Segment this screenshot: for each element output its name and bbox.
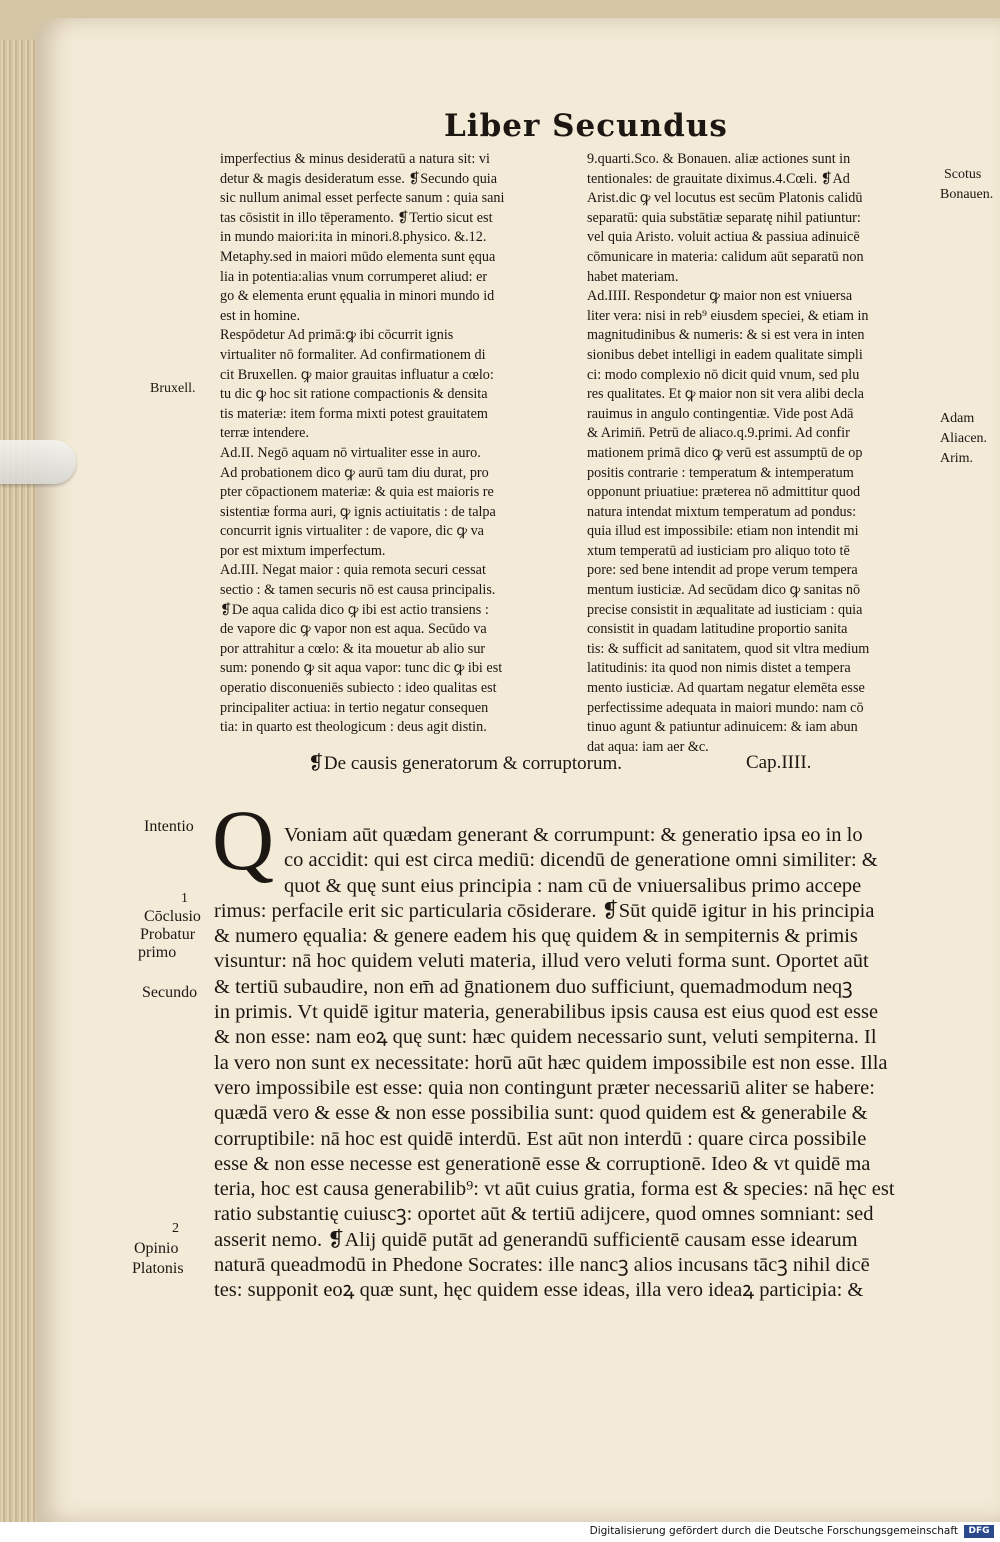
text-line: & numero ęqualia: & genere eadem his quę quidem & in sempiternis & primis — [214, 925, 858, 948]
text-line: consistit in quadam latitudine proportio sanita — [587, 621, 848, 638]
text-line: por est mixtum imperfectum. — [220, 542, 386, 559]
text-line: xtum temperatū ad iusticiam pro aliquo toto tē — [587, 542, 850, 559]
text-line: latitudinis: ita quod non nimis distet a tempera — [587, 660, 851, 677]
text-line: pter cōpactionem materiæ: & quia est maioris re — [220, 484, 494, 501]
text-line: sum: ponendo ꝙ sit aqua vapor: tunc dic ꝙ ibi est — [220, 660, 503, 677]
text-line: mento iusticiæ. Ad quartam negatur elemēta esse — [587, 680, 865, 697]
text-line: ❡De aqua calida dico ꝙ ibi est actio transiens : — [220, 601, 489, 618]
margin-note-arim: Arim. — [940, 451, 974, 466]
text-line: & Arimin̄. Petrū de aliaco.q.9.primi. Ad confir — [587, 425, 850, 442]
margin-note-scotus: Scotus — [944, 167, 982, 182]
text-line: teria, hoc est causa generabilib⁹: vt aūt cuius gratia, forma est & species: nā hęc est — [214, 1178, 895, 1201]
text-line: tis materiæ: item forma mixti potest grauitatem — [220, 405, 488, 422]
margin-note-aliacen: Aliacen. — [940, 431, 988, 446]
text-line: perfectissime adequata in maiori mundo: nam cō — [587, 699, 864, 716]
decorated-initial: Q — [212, 792, 275, 888]
text-line: tu dic ꝙ hoc sit ratione compactionis & densita — [220, 386, 488, 403]
text-line: dat aqua: iam aer &c. — [587, 738, 709, 755]
text-line: vel quia Aristo. voluit actiua & passiua adinuicē — [587, 229, 860, 246]
text-line: visuntur: nā hoc quidem veluti materia, illud vero veluti forma sunt. Oportet aūt — [214, 950, 869, 973]
text-line: por attrahitur a cœlo: & ita mouetur ab alio sur — [220, 640, 486, 657]
text-line: Metaphy.sed in maiori mūdo elementa sunt ęqua — [220, 248, 496, 265]
text-line: tentionales: de grauitate diximus.4.Cœli. ❡Ad — [587, 170, 850, 187]
text-line: Ad probationem dico ꝙ aurū tam diu durat, pro — [220, 464, 489, 481]
margin-note-number-2: 2 — [172, 1221, 179, 1236]
text-line: tas cōsistit in illo tēperamento. ❡Tertio sicut est — [220, 209, 493, 226]
margin-note-number-1: 1 — [181, 891, 188, 906]
text-line: positis contrarie : temperatum & intemperatum — [587, 464, 854, 481]
text-line: la vero non sunt ex necessitate: horū aūt hæc quidem impossibile est non esse. Illa — [214, 1051, 888, 1074]
text-line: rimus: perfacile erit sic particularia cōsiderare. ❡Sūt quidē igitur in his principia — [214, 899, 875, 922]
text-line: Respōdetur Ad primā:ꝙ ibi cōcurrit ignis — [220, 327, 454, 344]
text-line: go & elementa erunt ęqualia in minori mundo id — [220, 288, 495, 305]
text-line: quædā vero & esse & non esse possibilia sunt: quod quidem est & generabile & — [214, 1102, 868, 1125]
margin-note-adam: Adam — [940, 411, 975, 426]
text-line: imperfectius & minus desideratū a natura sit: vi — [220, 151, 490, 167]
text-line: natura intendat mixtum temperatum ad pondus: — [587, 503, 857, 520]
text-line: ci: modo complexio nō dicit quid vnum, sed plu — [587, 366, 860, 383]
text-line: liter vera: nisi in reb⁹ eiusdem speciei, & etiam in — [587, 307, 869, 324]
text-line: Ad.II. Negō aquam nō virtualiter esse in auro. — [220, 444, 481, 461]
text-line: pore: sed bene intendit ad prope verum tempera — [587, 562, 858, 579]
text-line: asserit nemo. ❡Alij quidē putāt ad generandū sufficientē causam esse idearum — [214, 1228, 858, 1251]
text-line: tis: & sufficit ad sanitatem, quod sit vltra medium — [587, 640, 870, 657]
margin-note-intentio: Intentio — [144, 818, 194, 835]
margin-note-bruxell: Bruxell. — [150, 381, 196, 396]
text-line: 9.quarti.Sco. & Bonauen. aliæ actiones sunt in — [587, 151, 851, 167]
text-line: lia in potentia:alias vnum corrumperet aliud: er — [220, 268, 488, 285]
text-line: corruptibile: nā hoc est quidē interdū. Est aūt non interdū : quare circa possibile — [214, 1127, 867, 1150]
text-line: mationem primā dico ꝙ verū est assumptū de op — [587, 444, 863, 461]
margin-note-conclusio: Cōclusio — [144, 908, 201, 925]
footer-bar — [0, 1522, 1000, 1542]
text-line: operatio disconueniēs subiecto : ideo qualitas est — [220, 680, 497, 697]
text-line: Ad.III. Negat maior : quia remota securi cessat — [220, 562, 486, 579]
text-line: & non esse: nam eoꝝ quę sunt: hæc quidem necessario sunt, veluti sempiterna. Il — [214, 1026, 877, 1049]
text-line: habet materiam. — [587, 268, 679, 285]
text-line: detur & magis desideratum esse. ❡Secundo quia — [220, 170, 498, 187]
running-title: Liber Secundus — [444, 108, 728, 144]
text-line: virtualiter nō formaliter. Ad confirmationem di — [220, 346, 486, 363]
text-line: de vapore dic ꝙ vapor non est aqua. Secūdo va — [220, 621, 487, 638]
text-line: naturā queadmodū in Phedone Socrates: ille nancꝫ alios incusans tācꝫ nihil dicē — [214, 1254, 870, 1277]
text-line: in mundo maiori:ita in minori.8.physico. &.12. — [220, 229, 487, 246]
margin-note-bonauen: Bonauen. — [940, 187, 994, 202]
margin-note-probatur: Probatur — [140, 926, 196, 943]
text-line: tes: supponit eoꝝ quæ sunt, hęc quidem esse ideas, illa vero ideaꝝ participia: & — [214, 1279, 864, 1302]
text-line: & tertiū subaudire, non em̄ ad ḡnationem duo sufficiunt, quemadmodum neqꝫ — [214, 975, 853, 998]
margin-note-platonis: Platonis — [132, 1260, 184, 1277]
text-line: tia: in quarto est theologicum : deus agit distin. — [220, 719, 487, 736]
chapter-heading: ❡De causis generatorum & corruptorum. — [308, 753, 623, 774]
text-line: mentum iusticiæ. Ad secūdam dico ꝙ sanitas nō — [587, 582, 861, 599]
text-line: vero impossibile est esse: quia non contingunt præter necessariū aliter se habere: — [214, 1076, 875, 1099]
bookmark-ribbon — [0, 440, 76, 484]
text-line: terræ intendere. — [220, 425, 310, 442]
text-line: est in homine. — [220, 307, 300, 324]
text-line: rauimus in angulo contingentiæ. Vide post Adā — [587, 405, 854, 422]
text-line: Voniam aūt quædam generant & corrumpunt: & generatio ipsa eo in lo — [284, 824, 863, 846]
text-line: quot & quę sunt eius principia : nam cū de vniuersalibus primo accepe — [284, 874, 862, 897]
text-line: Ad.IIII. Respondetur ꝙ maior non est vniuersa — [587, 288, 853, 305]
text-line: precise consistit in æqualitate ad iusticiam : quia — [587, 601, 863, 618]
text-line: Arist.dic ꝙ vel locutus est secūm Platonis calidū — [587, 190, 863, 207]
text-line: opponunt priuatiue: præterea nō admittitur quod — [587, 484, 861, 501]
margin-note-primo: primo — [138, 944, 177, 961]
right-column — [587, 150, 932, 757]
text-line: cōmunicare in materia: calidum aūt separatū non — [587, 248, 864, 265]
text-line: cit Bruxellen. ꝙ maior grauitas influatur a cœlo: — [220, 366, 494, 383]
text-line: separatū: quia substātiæ separatę nihil patiuntur: — [587, 209, 861, 226]
main-text-block — [214, 823, 929, 1304]
text-line: sic nullum animal esset perfecte sanum : quia sani — [220, 190, 505, 207]
text-line: sionibus debet intelligi in eadem qualitate simpli — [587, 346, 863, 363]
text-line: quia illud est impossibile: etiam non intendit mi — [587, 523, 859, 540]
margin-note-secundo: Secundo — [142, 984, 198, 1001]
text-line: tinuo agunt & patiuntur adinuicem: & iam abun — [587, 719, 858, 736]
text-line: magnitudinibus & numeris: & si est vera in inten — [587, 327, 865, 344]
text-line: principaliter actiua: in tertio negatur consequen — [220, 699, 489, 716]
text-line: sistentiæ forma auri, ꝙ ignis actiuitatis : de talpa — [220, 503, 496, 520]
text-line: co accidit: qui est circa mediū: dicendū de generatione omni similiter: & — [284, 849, 878, 872]
text-line: res qualitates. Et ꝙ maior non sit vera alibi decla — [587, 386, 864, 403]
text-line: sectio : & tamen securis nō est causa principalis. — [220, 582, 496, 599]
text-line: ratio substantię cuiuscꝫ: oportet aūt & tertiū adijcere, quod omnes somniant: sed — [214, 1203, 874, 1226]
text-line: in primis. Vt quidē igitur materia, generabilibus ipsis causa est eius quod est esse — [214, 1001, 879, 1024]
margin-note-opinio: Opinio — [134, 1240, 179, 1257]
dfg-logo: DFG — [964, 1525, 994, 1538]
chapter-number: Cap.IIII. — [746, 752, 812, 773]
text-line: concurrit ignis virtualiter : de vapore, dic ꝙ va — [220, 523, 484, 540]
left-column — [220, 150, 565, 738]
text-line: esse & non esse necesse est generationē esse & corruptionē. Ideo & vt quidē ma — [214, 1152, 871, 1175]
funding-credit: Digitalisierung gefördert durch die Deutsche Forschungsgemeinschaft — [589, 1525, 958, 1537]
